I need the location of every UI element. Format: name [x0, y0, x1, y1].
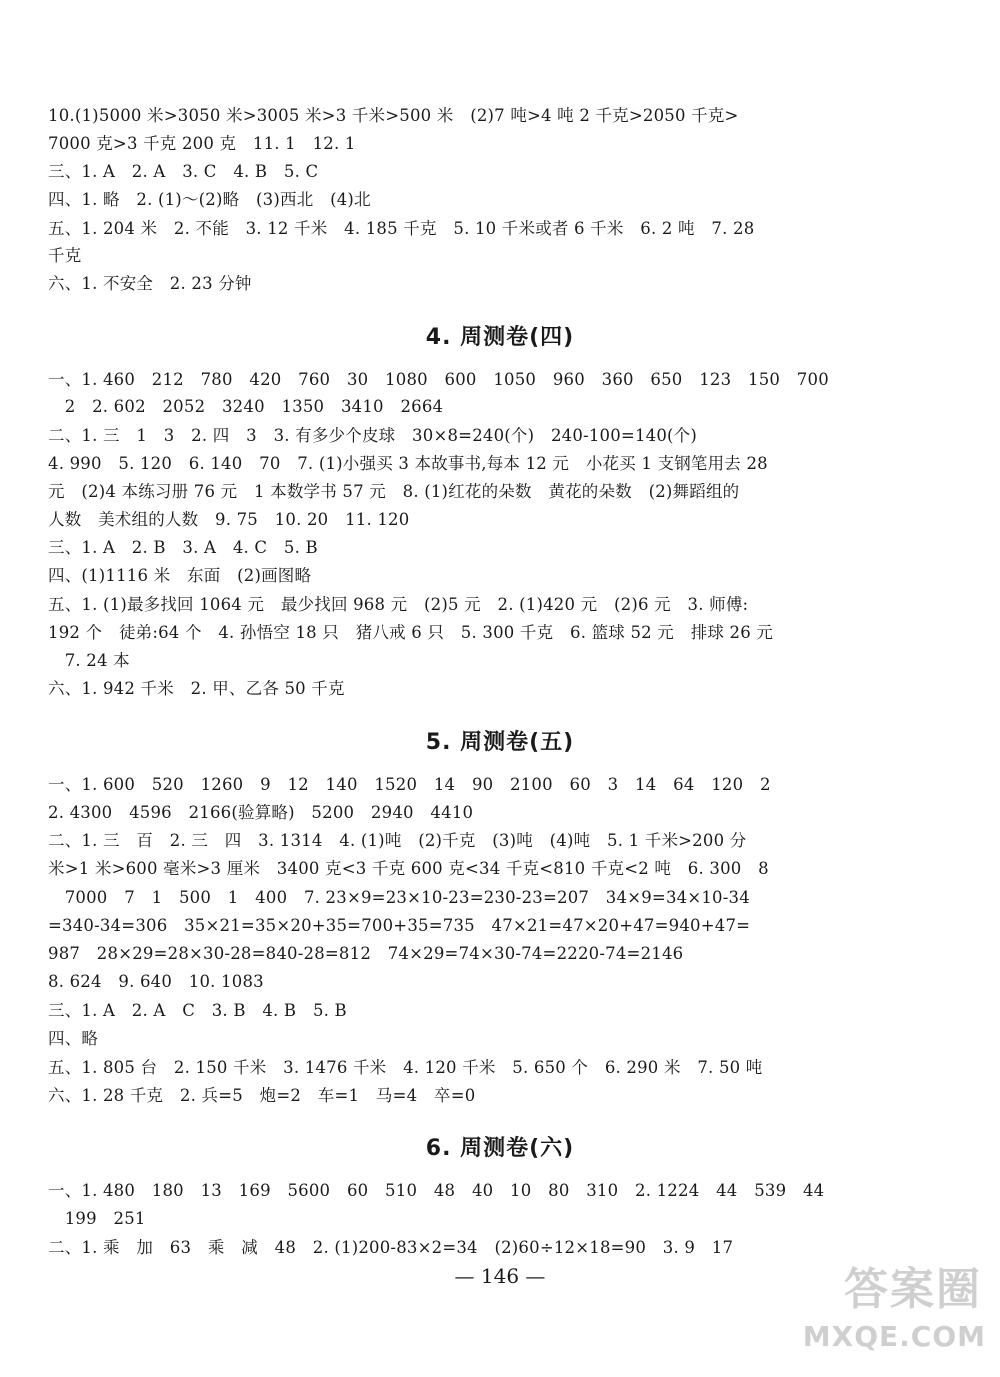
answer-line: 五、1. (1)最多找回 1064 元 最少找回 968 元 (2)5 元 2. (1)420 元 (2)6 元 3. 师傅: — [48, 595, 749, 614]
answer-line: 987 28×29=28×30-28=840-28=812 74×29=74×30-74=2220-74=2146 — [48, 944, 684, 963]
answer-line: 2 2. 602 2052 3240 1350 3410 2664 — [48, 397, 444, 416]
answer-line: 四、(1)1116 米 东面 (2)画图略 — [48, 566, 312, 585]
watermark-url: MXQE.COM — [802, 1320, 986, 1353]
answer-line: 199 251 — [48, 1209, 146, 1228]
section-title: 4. 周测卷(四) — [425, 325, 575, 350]
answer-line: =340-34=306 35×21=35×20+35=700+35=735 47×21=47×20+47=940+47= — [48, 916, 751, 935]
answer-line: 元 (2)4 本练习册 76 元 1 本数学书 57 元 8. (1)红花的朵数 黄花的朵数 (2)舞蹈组的 — [48, 482, 740, 501]
answer-line: 4. 990 5. 120 6. 140 70 7. (1)小强买 3 本故事书,每本 12 元 小花买 1 支钢笔用去 28 — [48, 454, 768, 473]
page-number: — 146 — — [454, 1264, 546, 1288]
answer-line: 一、1. 480 180 13 169 5600 60 510 48 40 10 80 310 2. 1224 44 539 44 — [48, 1181, 825, 1200]
answer-line: 五、1. 805 台 2. 150 千米 3. 1476 千米 4. 120 千米 5. 650 个 6. 290 米 7. 50 吨 — [48, 1058, 763, 1077]
answer-line: 六、1. 942 千米 2. 甲、乙各 50 千克 — [48, 679, 345, 698]
answer-line: 2. 4300 4596 2166(验算略) 5200 2940 4410 — [48, 803, 474, 822]
section-title: 5. 周测卷(五) — [425, 730, 575, 755]
answer-line: 7. 24 本 — [48, 651, 130, 670]
answer-line: 10.(1)5000 米>3050 米>3005 米>3 千米>500 米 (2)7 吨>4 吨 2 千克>2050 千克> — [48, 106, 739, 125]
watermark-logo-text: 答案圈 — [844, 1264, 982, 1315]
answer-line: 二、1. 三 1 3 2. 四 3 3. 有多少个皮球 30×8=240(个) 240-100=140(个) — [48, 426, 698, 445]
answer-line: 二、1. 三 百 2. 三 四 3. 1314 4. (1)吨 (2)千克 (3)吨 (4)吨 5. 1 千米>200 分 — [48, 831, 747, 850]
answer-line: 7000 克>3 千克 200 克 11. 1 12. 1 — [48, 134, 356, 153]
answer-line: 千克 — [48, 246, 82, 265]
answer-line: 一、1. 460 212 780 420 760 30 1080 600 1050 960 360 650 123 150 700 — [48, 370, 829, 389]
answer-line: 7000 7 1 500 1 400 7. 23×9=23×10-23=230-23=207 34×9=34×10-34 — [48, 888, 750, 907]
answer-line: 四、1. 略 2. (1)～(2)略 (3)西北 (4)北 — [48, 190, 371, 209]
answer-line: 四、略 — [48, 1029, 99, 1048]
answer-line: 人数 美术组的人数 9. 75 10. 20 11. 120 — [48, 510, 410, 529]
answer-line: 五、1. 204 米 2. 不能 3. 12 千米 4. 185 千克 5. 10 千米或者 6 千米 6. 2 吨 7. 28 — [48, 219, 755, 238]
answer-line: 六、1. 28 千克 2. 兵=5 炮=2 车=1 马=4 卒=0 — [48, 1086, 476, 1105]
answer-line: 六、1. 不安全 2. 23 分钟 — [48, 274, 252, 293]
section-title: 6. 周测卷(六) — [425, 1136, 575, 1161]
answer-line: 三、1. A 2. B 3. A 4. C 5. B — [48, 538, 318, 557]
watermark — [786, 1243, 986, 1353]
answer-line: 米>1 米>600 毫米>3 厘米 3400 克<3 千克 600 克<34 千克<810 千克<2 吨 6. 300 8 — [48, 859, 769, 878]
answer-line: 三、1. A 2. A 3. C 4. B 5. C — [48, 162, 319, 181]
answer-line: 三、1. A 2. A C 3. B 4. B 5. B — [48, 1001, 347, 1020]
answer-line: 一、1. 600 520 1260 9 12 140 1520 14 90 2100 60 3 14 64 120 2 — [48, 775, 771, 794]
answer-line: 二、1. 乘 加 63 乘 减 48 2. (1)200-83×2=34 (2)60÷12×18=90 3. 9 17 — [48, 1238, 734, 1257]
answer-line: 8. 624 9. 640 10. 1083 — [48, 972, 264, 991]
answer-line: 192 个 徒弟:64 个 4. 孙悟空 18 只 猪八戒 6 只 5. 300 千克 6. 篮球 52 元 排球 26 元 — [48, 623, 774, 642]
